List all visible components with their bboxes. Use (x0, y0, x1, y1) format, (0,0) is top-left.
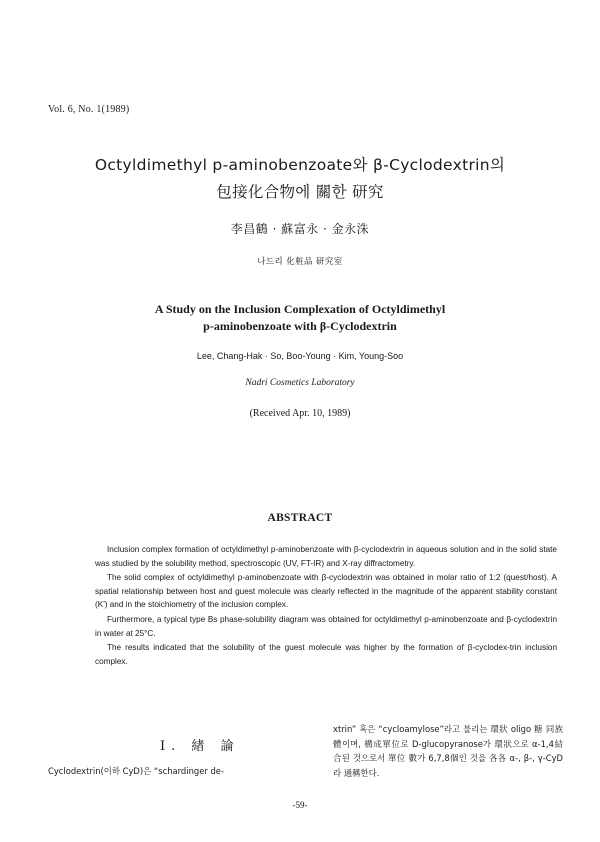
abstract-body (95, 543, 557, 669)
english-affiliation: Nadri Cosmetics Laboratory (245, 378, 355, 388)
body-paragraph: xtrin” 혹은 “cycloamylose”라고 불리는 環狀 oligo 糖 同族體이며, 構成單位로 D-glucopyranose가 環狀으로 α-1,4結合된 것으로서 單位 數가 6,7,8個인 것을 各各 α-, β-, γ-CyD라 通稱한다. (333, 724, 563, 778)
abstract-paragraph: The solid complex of octyldimethyl p-aminobenzoate with β-cyclodextrin was obtained in molar ratio of 1:2 (quest/host). A spatial relationship between host and guest molecule was clearly reflected in the magnitude of the apparent stability constant (K') and in the stoichiometry of the inclusion complex. (95, 573, 557, 610)
abstract-paragraph: Furthermore, a typical type Bs phase-solubility diagram was obtained for octyldimethyl p-aminobenzoate and β-cyclodextrin in water at 25°C. (95, 614, 557, 638)
korean-title-line-2: 包接化合物에 關한 研究 (216, 183, 384, 201)
korean-affiliation: 나드리 化粧品 研究室 (257, 257, 343, 267)
korean-title-line-1: Octyldimethyl p-aminobenzoate와 β-Cyclodextrin의 (94, 156, 506, 174)
journal-volume: Vol. 6, No. 1(1989) (48, 104, 130, 115)
korean-authors: 李昌鶴 · 蘇富永 · 金永洙 (230, 222, 370, 236)
abstract-heading: ABSTRACT (267, 512, 333, 524)
page-number: -59- (292, 800, 308, 810)
english-title-line-2: p-aminobenzoate with β-Cyclodextrin (203, 319, 397, 333)
body-right-column (333, 722, 563, 780)
abstract-paragraph: The results indicated that the solubility of the guest molecule was higher by the formation of β-cyclodex-trin inclusion complex. (95, 643, 557, 666)
body-left-column: Cyclodextrin(이하 CyD)은 “schardinger de- (48, 766, 224, 776)
english-authors: Lee, Chang-Hak · So, Boo-Young · Kim, Young-Soo (196, 351, 404, 361)
english-title-line-1: A Study on the Inclusion Complexation of Octyldimethyl (154, 302, 446, 316)
received-date: (Received Apr. 10, 1989) (249, 408, 351, 419)
section-heading-introduction: I. 緖 論 (160, 739, 240, 754)
abstract-paragraph: Inclusion complex formation of octyldimethyl p-aminobenzoate with β-cyclodextrin in aqueous solution and in the solid state was studied by the solubility method, spectroscopic (UV, FT-IR) and X-ray diffractometry. (95, 545, 557, 568)
